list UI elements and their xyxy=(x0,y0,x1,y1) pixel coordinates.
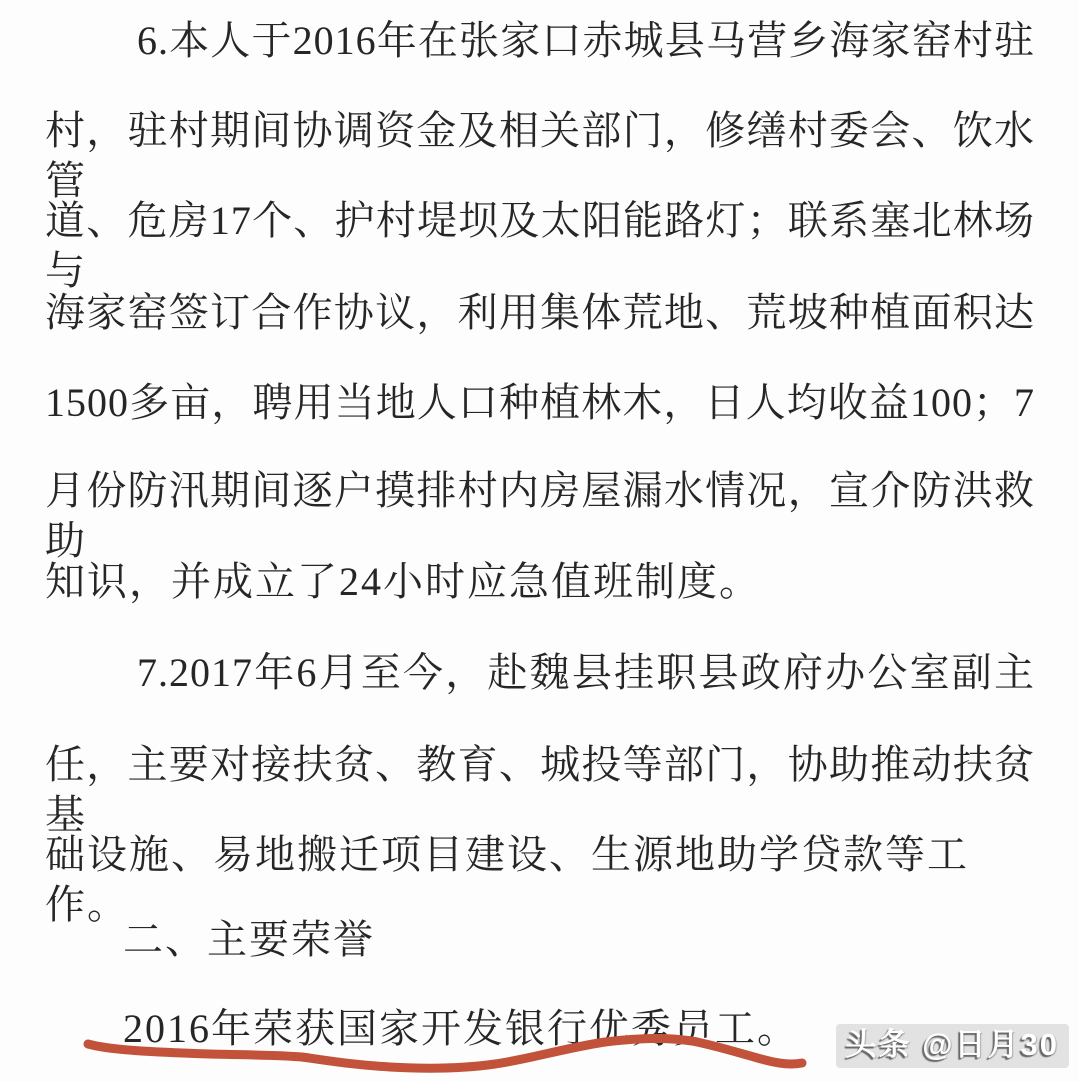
document-line: 1500多亩，聘用当地人口种植林木，日人均收益100；7 xyxy=(45,380,1035,425)
document-line: 月份防汛期间逐户摸排村内房屋漏水情况，宣介防洪救助 xyxy=(45,468,1035,563)
document-line: 村，驻村期间协调资金及相关部门，修缮村委会、饮水管 xyxy=(45,108,1035,203)
honor-sentence: 2016年荣获国家开发银行优秀员工。 xyxy=(123,1006,799,1051)
document-line: 知识，并成立了24小时应急值班制度。 xyxy=(45,559,761,604)
watermark-badge: 头条 @日月30 xyxy=(836,1024,1069,1068)
document-line: 道、危房17个、护村堤坝及太阳能路灯；联系塞北林场与 xyxy=(45,198,1035,293)
document-line: 7.2017年6月至今，赴魏县挂职县政府办公室副主 xyxy=(137,650,1035,695)
section-heading: 二、主要荣誉 xyxy=(123,917,375,962)
document-line: 任，主要对接扶贫、教育、城投等部门，协助推动扶贫基 xyxy=(45,742,1035,837)
document-line: 海家窑签订合作协议，利用集体荒地、荒坡种植面积达 xyxy=(45,290,1035,335)
document-line: 6.本人于2016年在张家口赤城县马营乡海家窑村驻 xyxy=(137,18,1035,63)
document-line: 础设施、易地搬迁项目建设、生源地助学贷款等工作。 xyxy=(45,832,969,927)
